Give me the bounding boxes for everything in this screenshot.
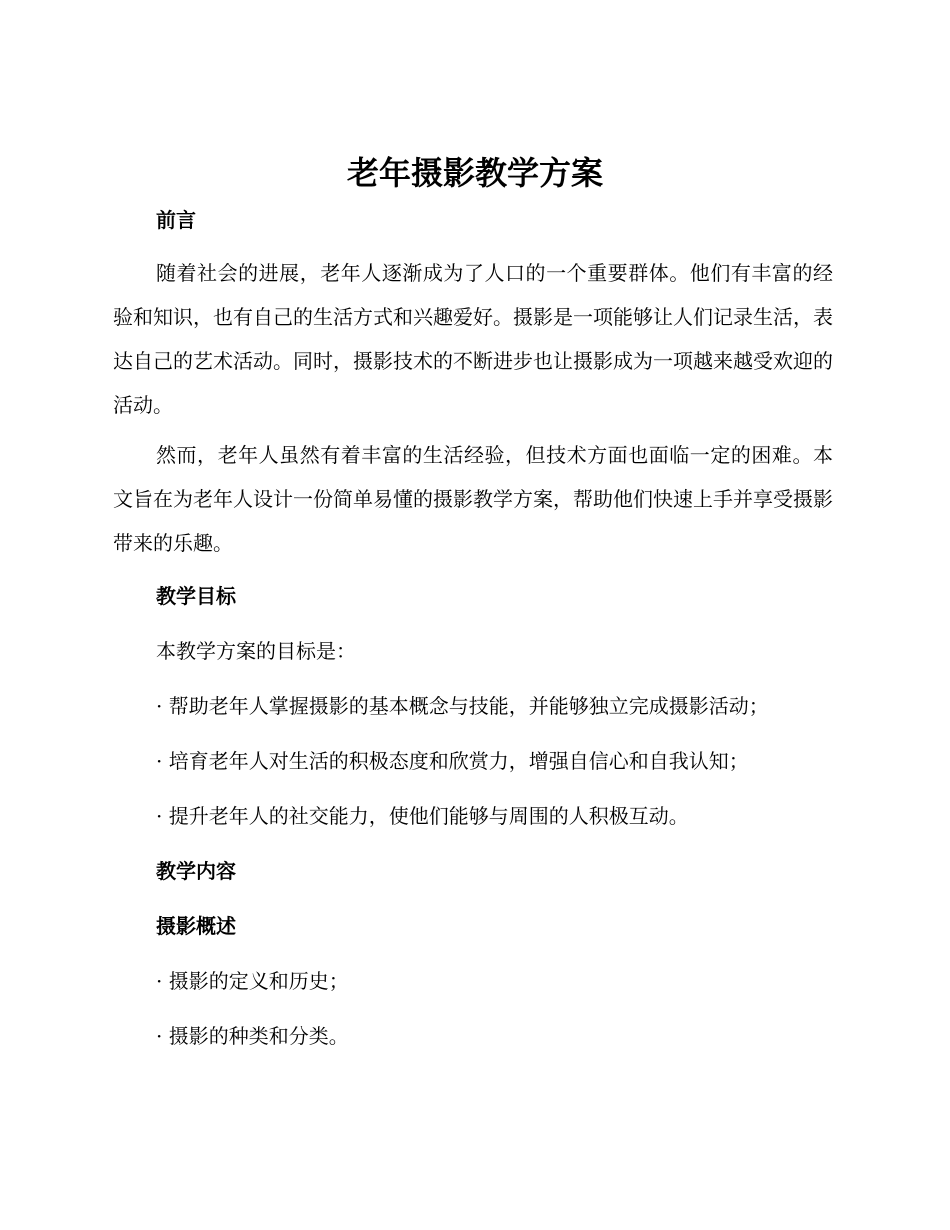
overview-list-item: · 摄影的定义和历史； bbox=[156, 969, 349, 993]
preface-paragraph-2: 然而，老年人虽然有着丰富的生活经验，但技术方面也面临一定的困难。本文旨在为老年人设计一份简单易懂的摄影教学方案，帮助他们快速上手并享受摄影带来的乐趣。 bbox=[113, 443, 833, 555]
subsection-heading-overview: 摄影概述 bbox=[156, 914, 236, 938]
section-heading-preface: 前言 bbox=[156, 208, 196, 232]
goals-list-item: · 提升老年人的社交能力，使他们能够与周围的人积极互动。 bbox=[156, 804, 689, 828]
section-heading-goals: 教学目标 bbox=[156, 584, 236, 608]
document-title: 老年摄影教学方案 bbox=[346, 154, 603, 192]
section-heading-content: 教学内容 bbox=[156, 859, 236, 883]
overview-list-item: · 摄影的种类和分类。 bbox=[156, 1024, 349, 1048]
goals-list-item: · 帮助老年人掌握摄影的基本概念与技能，并能够独立完成摄影活动； bbox=[156, 694, 769, 718]
goals-list-item: · 培育老年人对生活的积极态度和欣赏力，增强自信心和自我认知； bbox=[156, 749, 749, 773]
preface-paragraph-1: 随着社会的进展，老年人逐渐成为了人口的一个重要群体。他们有丰富的经验和知识，也有自己的生活方式和兴趣爱好。摄影是一项能够让人们记录生活，表达自己的艺术活动。同时，摄影技术的不断进步也让摄影成为一项越来越受欢迎的活动。 bbox=[113, 261, 833, 417]
goals-intro: 本教学方案的目标是： bbox=[156, 639, 356, 663]
